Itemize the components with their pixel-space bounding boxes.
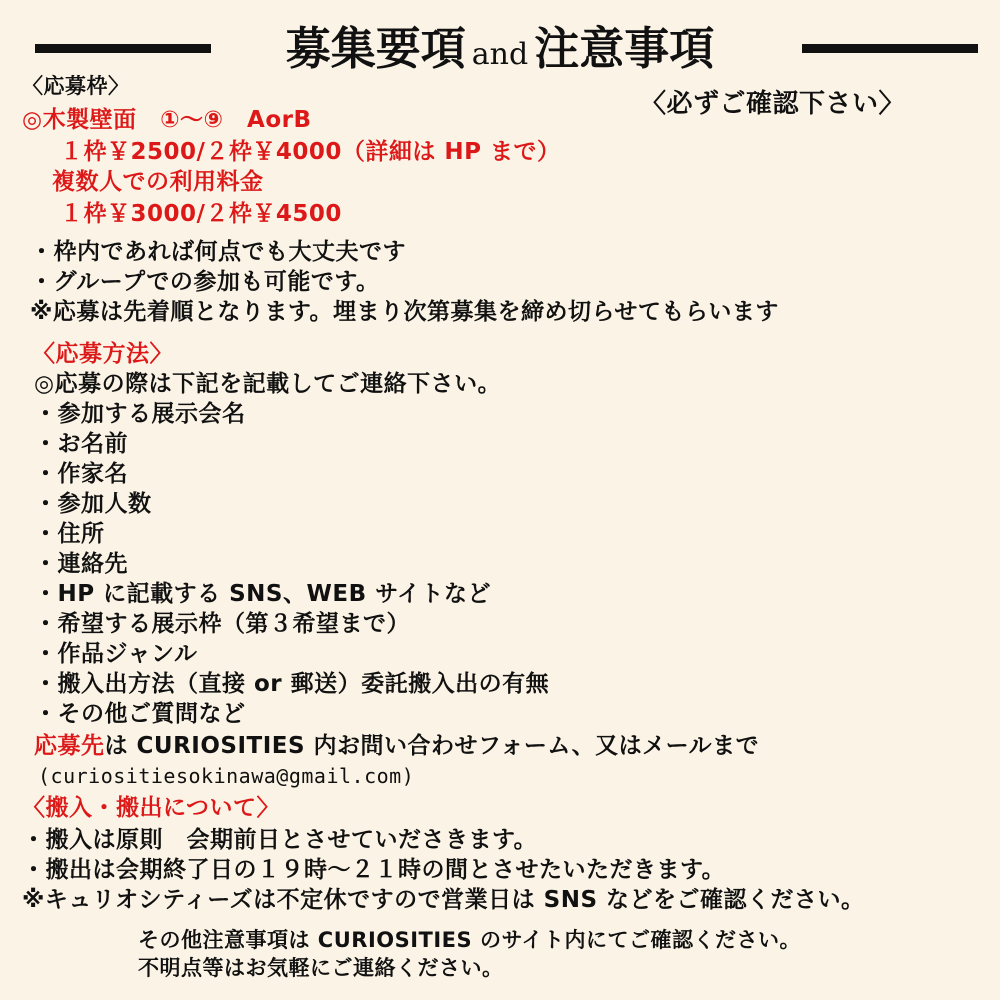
subtitle: 〈必ずご確認下さい〉 (640, 89, 906, 119)
method-item: ・搬入出方法（直接 or 郵送）委託搬入出の有無 (34, 671, 550, 697)
frame-heading: 〈応募枠〉 (22, 74, 130, 98)
footer-line-1: その他注意事項は CURIOSITIES のサイト内にてご確認ください。 (138, 928, 801, 952)
frame-note: ・グループでの参加も可能です。 (30, 269, 380, 295)
title-part2: 注意事項 (534, 22, 715, 75)
title-part1: 募集要項 (285, 22, 466, 75)
method-item: ・その他ご質問など (34, 701, 246, 727)
method-item: ・作品ジャンル (34, 641, 198, 667)
method-item: ・お名前 (34, 431, 128, 457)
method-item: ・連絡先 (34, 551, 128, 577)
multi-user-heading: 複数人での利用料金 (52, 169, 264, 195)
method-item: ・参加する展示会名 (34, 401, 246, 427)
method-item: ・希望する展示枠（第３希望まで） (34, 611, 410, 637)
application-destination (34, 732, 759, 760)
delivery-item: ※キュリオシティーズは不定休ですので営業日は SNS などをご確認ください。 (22, 887, 865, 913)
method-item: ・作家名 (34, 461, 128, 487)
method-item: ・住所 (34, 521, 105, 547)
delivery-heading: 〈搬入・搬出について〉 (22, 795, 281, 821)
price-single-line: １枠￥2500/２枠￥4000（詳細は HP まで） (60, 139, 561, 165)
destination-label: 応募先 (34, 733, 105, 759)
frame-note: ・枠内であれば何点でも大丈夫です (30, 239, 406, 265)
price-multi-line: １枠￥3000/２枠￥4500 (60, 201, 342, 227)
method-item: ・HP に記載する SNS、WEB サイトなど (34, 581, 492, 607)
method-intro: ◎応募の際は下記を記載してご連絡下さい。 (34, 371, 502, 397)
footer-line-2: 不明点等はお気軽にご連絡ください。 (138, 956, 504, 980)
destination-text: は CURIOSITIES 内お問い合わせフォーム、又はメールまで (104, 733, 760, 759)
delivery-item: ・搬出は会期終了日の１９時〜２１時の間とさせたいただきます。 (22, 857, 726, 883)
frame-note: ※応募は先着順となります。埋まり次第募集を締め切らせてもらいます (30, 299, 779, 325)
method-item: ・参加人数 (34, 491, 152, 517)
wood-wall-line: ◎木製壁面 ①〜⑨ AorB (22, 107, 312, 133)
method-heading: 〈応募方法〉 (32, 341, 173, 367)
title-and: and (471, 37, 529, 72)
delivery-item: ・搬入は原則 会期前日とさせていださきます。 (22, 827, 538, 853)
contact-email[interactable]: (curiositiesokinawa@gmail.com) (38, 764, 415, 788)
page-title (0, 18, 1000, 86)
